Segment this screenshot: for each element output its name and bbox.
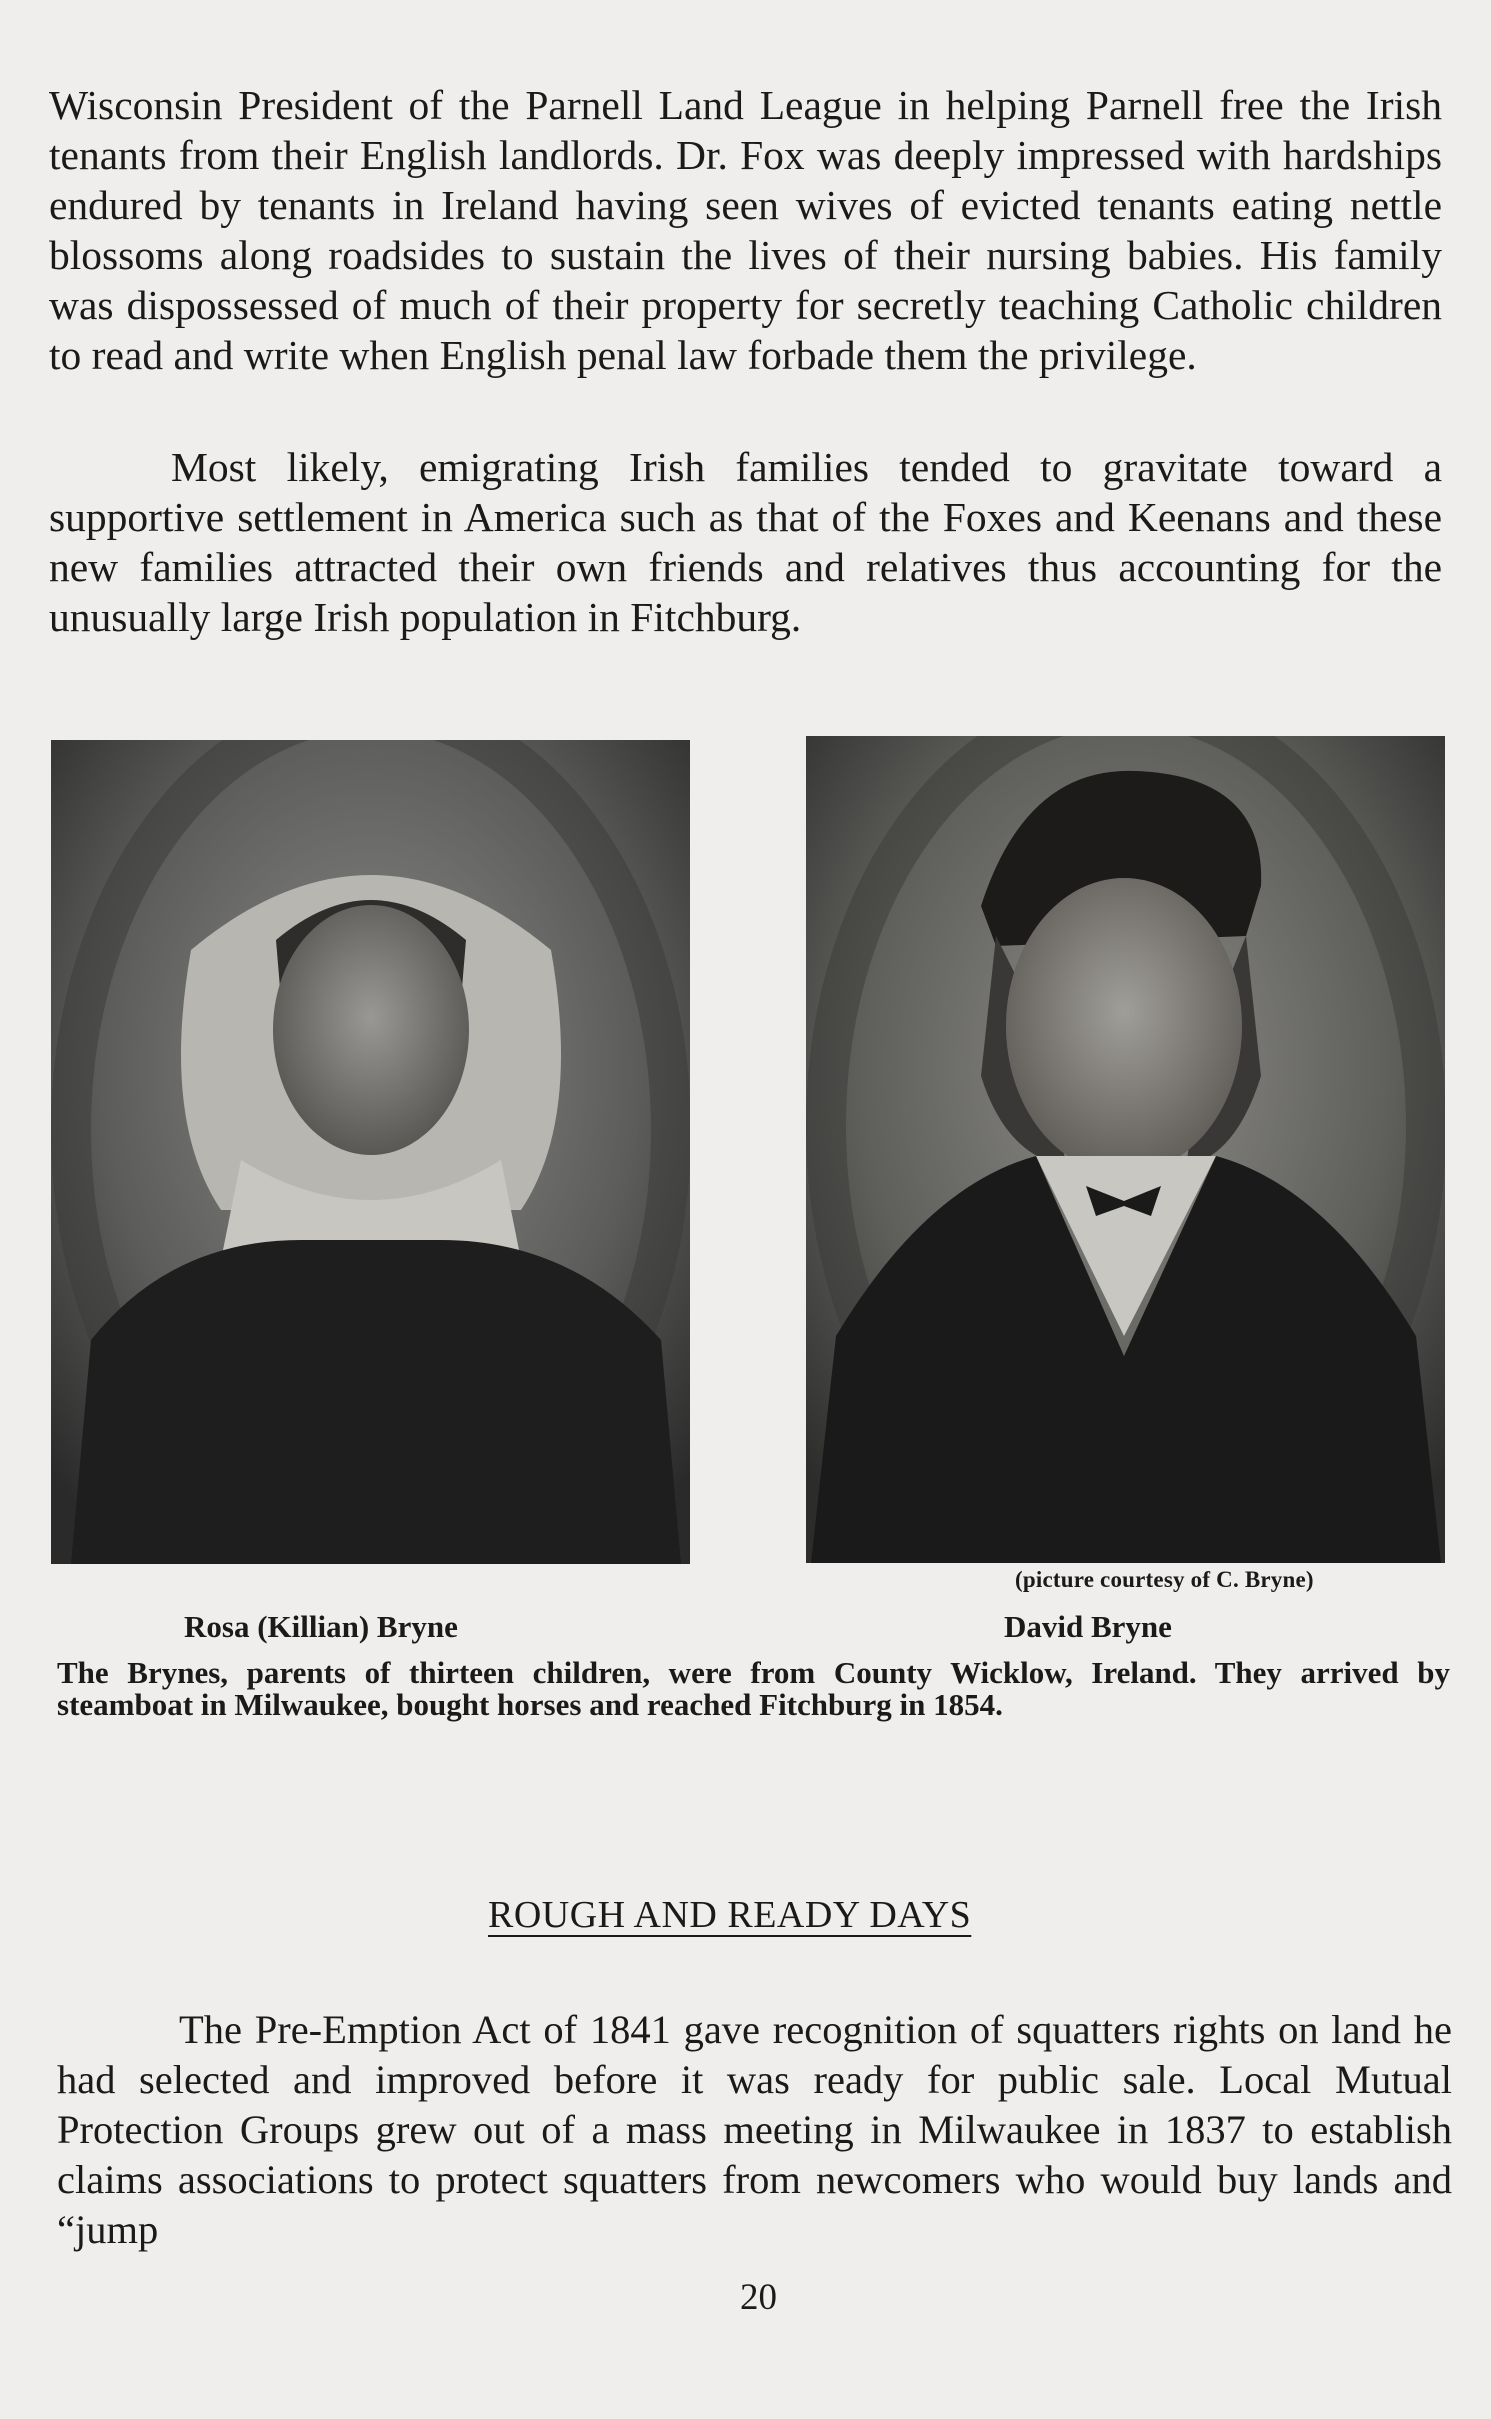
caption-name-rosa: Rosa (Killian) Bryne [184, 1609, 458, 1644]
section-heading: ROUGH AND READY DAYS [488, 1894, 972, 1936]
photo-credit: (picture courtesy of C. Bryne) [1015, 1567, 1314, 1592]
body-paragraph-2: Most likely, emigrating Irish families tended to gravitate toward a supportive settlement in America such as that of the Foxes and Keenans and these new families attracted their own friends and relatives thus accounting for the unusually large Irish population in Fitchburg. [49, 444, 1442, 640]
portrait-photo-rosa-bryne [51, 740, 690, 1564]
portrait-photo-david-bryne [806, 736, 1445, 1563]
body-paragraph-3: The Pre-Emption Act of 1841 gave recognition of squatters rights on land he had selected and improved before it was ready for public sale. Local Mutual Protection Groups grew out of a mass meeting in Milwaukee in 1837 to establish claims associations to protect squatters from newcomers who would buy lands and “jump [57, 2007, 1452, 2252]
body-paragraph-1: Wisconsin President of the Parnell Land League in helping Parnell free the Irish tenants from their English landlords. Dr. Fox was deeply impressed with hardships endured by tenants in Ireland having seen wives of evicted tenants eating nettle blossoms along roadsides to sustain the lives of their nursing babies. His family was dispossessed of much of their property for secretly teaching Catholic children to read and write when English penal law forbade them the privilege. [49, 82, 1442, 378]
caption-name-david: David Bryne [1004, 1609, 1172, 1644]
photo-caption: The Brynes, parents of thirteen children, were from County Wicklow, Ireland. They arrived by steamboat in Milwaukee, bought horses and reached Fitchburg in 1854. [57, 1655, 1450, 1722]
page-number: 20 [740, 2277, 777, 2318]
